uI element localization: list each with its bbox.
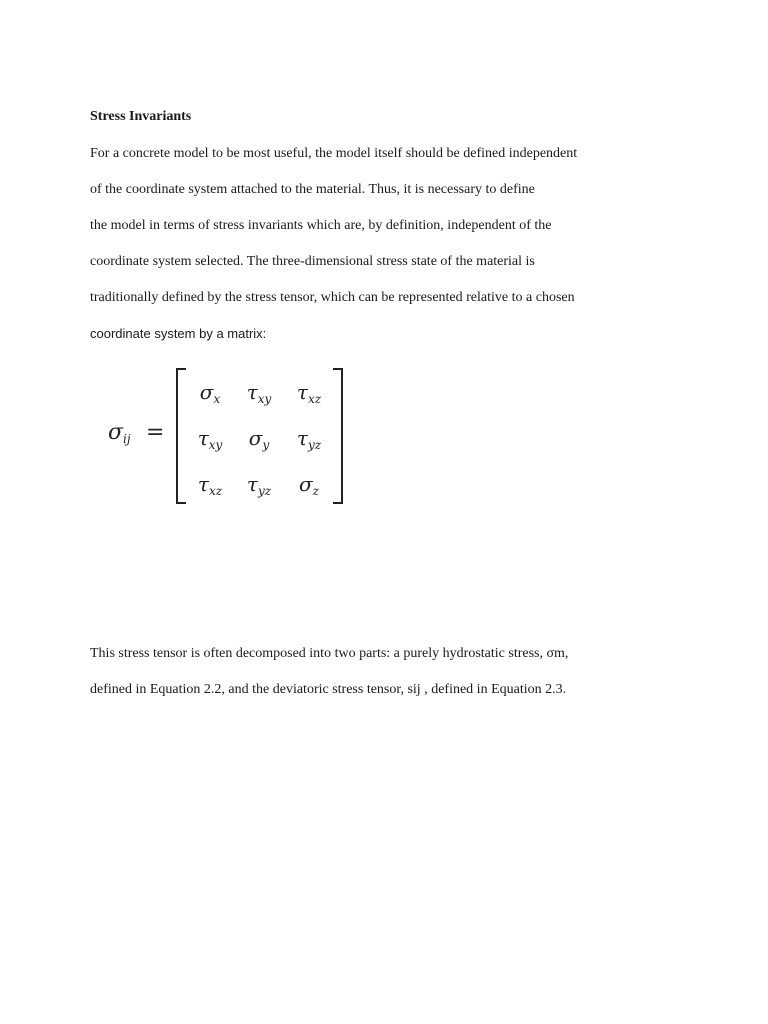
stress-tensor-equation	[100, 362, 360, 507]
paragraph-line: coordinate system selected. The three-dimensional stress state of the material is	[90, 254, 535, 269]
matrix-cell: $\sigma_z$	[299, 472, 319, 498]
matrix-right-bracket	[333, 368, 343, 504]
matrix-cell: $\tau_{xz}$	[296, 380, 322, 406]
paragraph-line: traditionally defined by the stress tensor, which can be represented relative to a chosen	[90, 290, 575, 305]
paragraph-line: For a concrete model to be most useful, the model itself should be defined independent	[90, 146, 578, 161]
section-heading: Stress Invariants	[90, 109, 192, 124]
paragraph-line: the model in terms of stress invariants which are, by definition, independent of the	[90, 218, 552, 233]
equals-sign: =	[146, 420, 165, 445]
matrix-cell: $\sigma_y$	[248, 426, 270, 452]
matrix-cell: $\tau_{yz}$	[296, 426, 322, 452]
matrix-cell: $\tau_{xz}$	[197, 472, 223, 498]
equation-lhs: $\sigma_{ij}$	[108, 420, 131, 446]
matrix-cell: $\tau_{xy}$	[246, 380, 272, 406]
paragraph-line: defined in Equation 2.2, and the deviatoric stress tensor, sij , defined in Equation 2.3.	[90, 682, 567, 697]
matrix-cell: $\sigma_x$	[199, 380, 221, 406]
paragraph-line: coordinate system by a matrix:	[90, 326, 267, 341]
paragraph-line: This stress tensor is often decomposed into two parts: a purely hydrostatic stress, σm,	[90, 646, 569, 661]
paragraph-line: of the coordinate system attached to the material. Thus, it is necessary to define	[90, 182, 535, 197]
matrix-cell: $\tau_{yz}$	[246, 472, 272, 498]
matrix-cell: $\tau_{xy}$	[197, 426, 223, 452]
